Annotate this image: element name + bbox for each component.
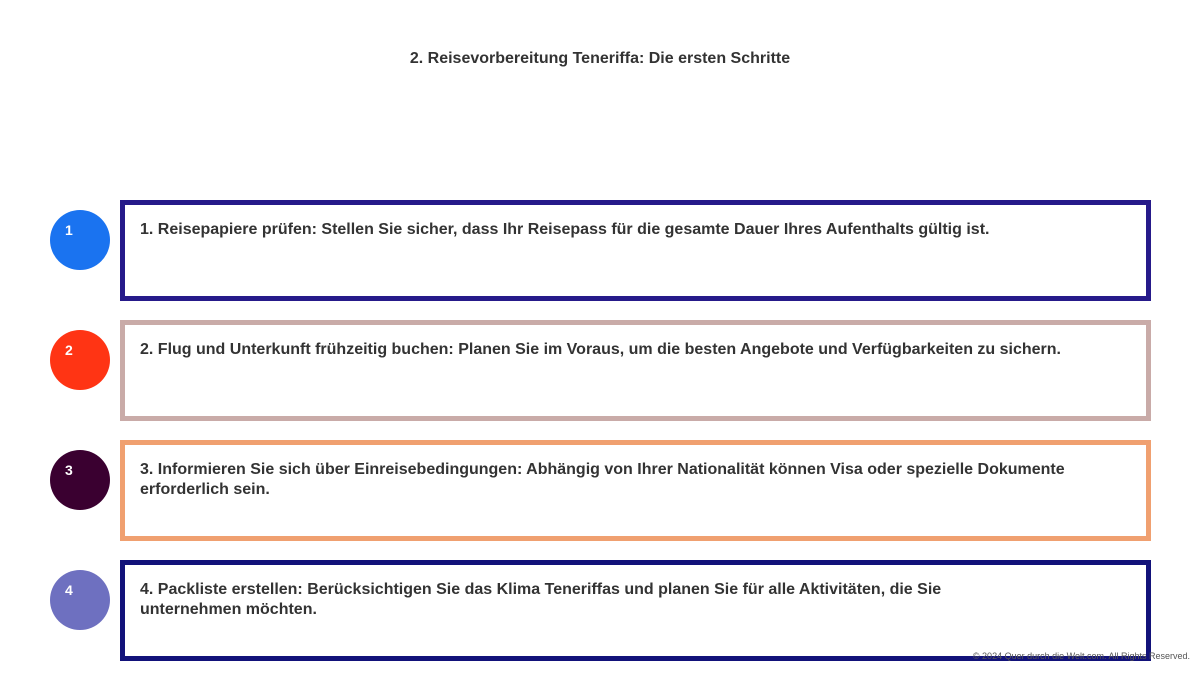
step-text: 1. Reisepapiere prüfen: Stellen Sie sicher, dass Ihr Reisepass für die gesamte Dauer Ihres Aufenthalts gültig ist. (140, 221, 990, 238)
step-box (120, 200, 1151, 301)
step-box (120, 440, 1151, 541)
step-number-badge: 1 (50, 210, 110, 270)
step-box (120, 560, 1151, 661)
step-text: 2. Flug und Unterkunft frühzeitig buchen: Planen Sie im Voraus, um die besten Angebote und Verfügbarkeiten zu sichern. (140, 341, 1061, 358)
step-box (120, 320, 1151, 421)
step-text: 3. Informieren Sie sich über Einreisebedingungen: Abhängig von Ihrer Nationalität können Visa oder spezielle Dokumente erforderlich sein. (140, 461, 1065, 498)
page-title: 2. Reisevorbereitung Teneriffa: Die ersten Schritte (409, 50, 791, 67)
step-text: 4. Packliste erstellen: Berücksichtigen Sie das Klima Teneriffas und planen Sie für alle Aktivitäten, die Sie unternehmen möchten. (140, 581, 942, 618)
step-number-badge: 2 (50, 330, 110, 390)
copyright-footer: © 2024 Quer durch die Welt.com. All Rights Reserved. (972, 651, 1190, 661)
step-number-badge: 3 (50, 450, 110, 510)
step-number-badge: 4 (50, 570, 110, 630)
